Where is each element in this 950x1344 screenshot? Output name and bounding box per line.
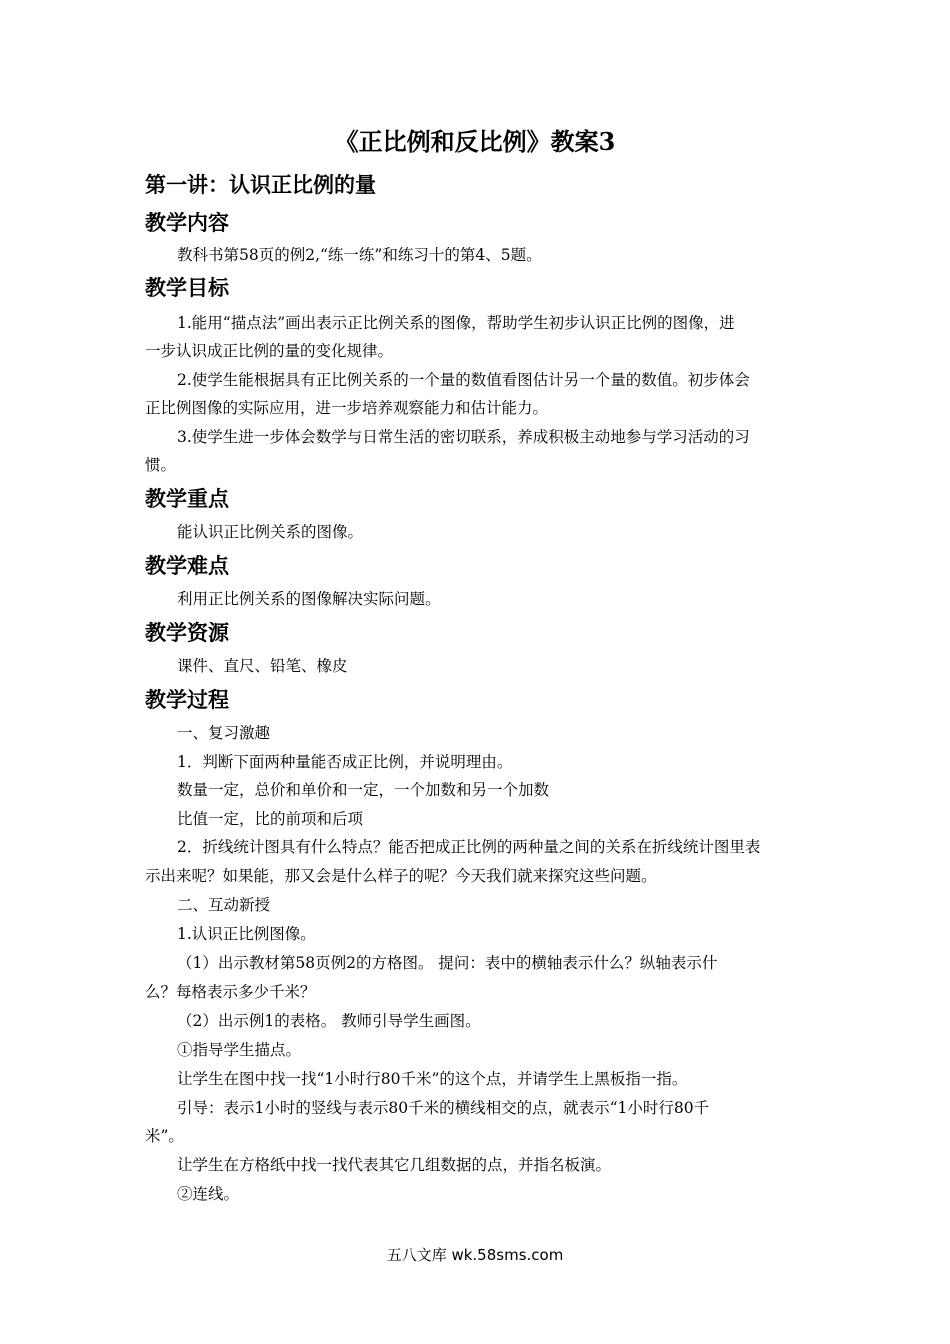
process-line: ②连线。 — [177, 1185, 240, 1203]
process-line: 数量一定，总价和单价和一定，一个加数和另一个加数 — [177, 781, 550, 799]
process-line: 1.认识正比例图像。 — [177, 925, 316, 943]
heading-content: 教学内容 — [145, 211, 229, 235]
goal-1-line-2: 一步认识成正比例的量的变化规律。 — [145, 342, 394, 360]
process-line: 引导：表示1小时的竖线与表示80千米的横线相交的点，就表示“1小时行80千 — [177, 1099, 710, 1117]
goal-3-line-2: 惯。 — [145, 456, 177, 474]
content-text: 教科书第58页的例2,“练一练”和练习十的第4、5题。 — [177, 246, 542, 264]
process-line: ①指导学生描点。 — [177, 1041, 302, 1059]
process-line: 比值一定，比的前项和后项 — [177, 810, 364, 828]
heading-key-point: 教学重点 — [145, 487, 229, 511]
process-line: 米”。 — [145, 1127, 184, 1145]
process-line: 1．判断下面两种量能否成正比例，并说明理由。 — [177, 753, 513, 771]
page-title: 《正比例和反比例》教案3 — [334, 127, 616, 156]
goal-3-line-1: 3.使学生进一步体会数学与日常生活的密切联系，养成积极主动地参与学习活动的习 — [177, 428, 750, 446]
goal-2-line-2: 正比例图像的实际应用，进一步培养观察能力和估计能力。 — [145, 399, 549, 417]
process-line: 二、互动新授 — [177, 896, 271, 914]
process-line: 示出来呢？如果能，那又会是什么样子的呢？今天我们就来探究这些问题。 — [145, 867, 657, 885]
process-line: 让学生在方格纸中找一找代表其它几组数据的点，并指名板演。 — [177, 1156, 612, 1174]
process-line: （1）出示教材第58页例2的方格图。 提问：表中的横轴表示什么？纵轴表示什 — [177, 954, 718, 972]
goal-1-line-1: 1.能用“描点法”画出表示正比例关系的图像，帮助学生初步认识正比例的图像，进 — [177, 314, 735, 332]
process-line: 2．折线统计图具有什么特点？能否把成正比例的两种量之间的关系在折线统计图里表 — [177, 838, 761, 856]
heading-goals: 教学目标 — [145, 276, 229, 300]
process-line: 么？每格表示多少千米？ — [145, 983, 316, 1001]
heading-difficulty: 教学难点 — [145, 554, 229, 578]
footer-watermark: 五八文库 wk.58sms.com — [386, 1246, 564, 1264]
heading-process: 教学过程 — [145, 688, 229, 712]
lecture-heading: 第一讲：认识正比例的量 — [145, 173, 376, 197]
process-line: 一、复习激趣 — [177, 724, 271, 742]
difficulty-text: 利用正比例关系的图像解决实际问题。 — [177, 590, 441, 608]
process-line: （2）出示例1的表格。 教师引导学生画图。 — [177, 1012, 481, 1030]
resources-text: 课件、直尺、铅笔、橡皮 — [177, 657, 348, 675]
heading-resources: 教学资源 — [145, 621, 229, 645]
goal-2-line-1: 2.使学生能根据具有正比例关系的一个量的数值看图估计另一个量的数值。初步体会 — [177, 371, 750, 389]
key-point-text: 能认识正比例关系的图像。 — [177, 523, 364, 541]
process-line: 让学生在图中找一找“1小时行80千米”的这个点，并请学生上黑板指一指。 — [177, 1070, 688, 1088]
